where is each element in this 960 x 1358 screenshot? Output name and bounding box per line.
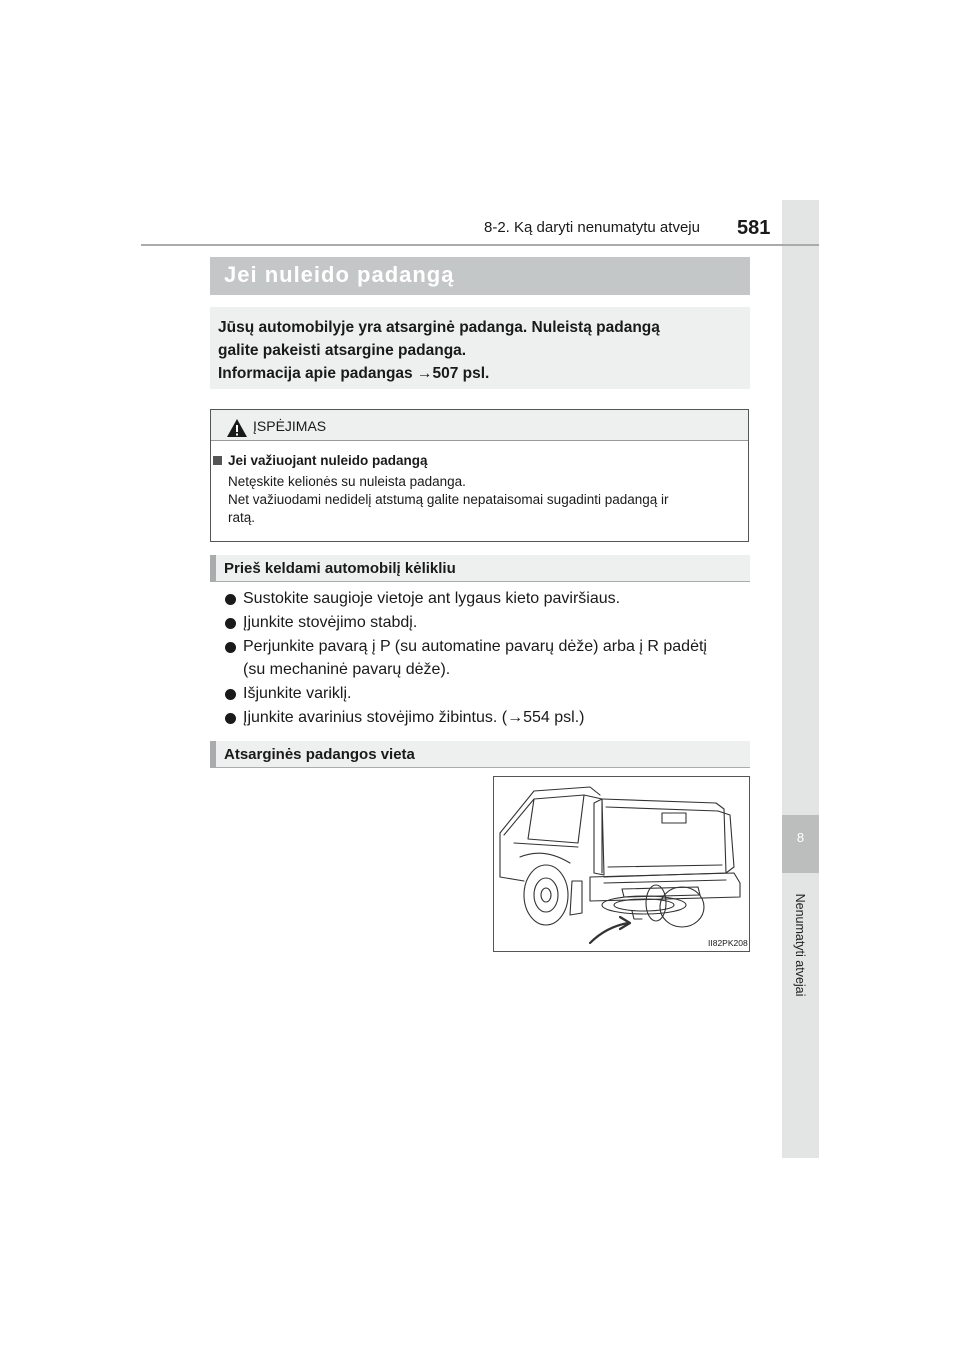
square-bullet-icon: [213, 456, 222, 465]
intro-line-3: Informacija apie padangas →507 psl.: [218, 365, 490, 382]
warning-text-3: ratą.: [228, 510, 256, 525]
list-item: Išjunkite variklį.: [243, 685, 352, 702]
section-heading: Prieš keldami automobilį kėlikliu: [224, 560, 456, 577]
warning-label: ĮSPĖJIMAS: [253, 418, 327, 434]
list-item: Perjunkite pavarą į P (su automatine pavarų dėže) arba į R padėtį: [243, 638, 707, 655]
warning-item-title: Jei važiuojant nuleido padangą: [228, 453, 428, 468]
chapter-tab: [782, 200, 819, 1158]
figure-id: II82PK208: [708, 938, 748, 948]
bullet-icon: [225, 689, 236, 700]
list-item: Įjunkite stovėjimo stabdį.: [243, 614, 418, 631]
truck-illustration: [494, 777, 749, 951]
page-title: Jei nuleido padangą: [224, 262, 455, 287]
section-heading-mark: [210, 555, 216, 581]
running-head: 8-2. Ką daryti nenumatytu atveju: [484, 219, 700, 236]
header-rule: [141, 244, 819, 246]
intro-line-2: galite pakeisti atsargine padanga.: [218, 342, 467, 359]
bullet-icon: [225, 618, 236, 629]
section-heading: Atsarginės padangos vieta: [224, 746, 415, 763]
page-number: 581: [737, 217, 771, 239]
list-item-continuation: (su mechaninė pavarų dėže).: [243, 661, 451, 678]
bullet-icon: [225, 594, 236, 605]
intro-line-1: Jūsų automobilyje yra atsarginė padanga. Nuleistą padangą: [218, 319, 660, 336]
list-item: Įjunkite avarinius stovėjimo žibintus. (→554 psl.): [243, 709, 585, 726]
bullet-icon: [225, 713, 236, 724]
list-item: Sustokite saugioje vietoje ant lygaus kieto paviršiaus.: [243, 590, 621, 607]
section-heading-mark: [210, 741, 216, 767]
bullet-icon: [225, 642, 236, 653]
warning-text-2: Net važiuodami nedidelį atstumą galite nepataisomai sugadinti padangą ir: [228, 492, 669, 507]
spare-tire-location-figure: [493, 776, 750, 952]
chapter-number: 8: [796, 830, 805, 845]
warning-triangle-icon: [226, 418, 248, 438]
warning-text-1: Netęskite kelionės su nuleista padanga.: [228, 474, 466, 489]
